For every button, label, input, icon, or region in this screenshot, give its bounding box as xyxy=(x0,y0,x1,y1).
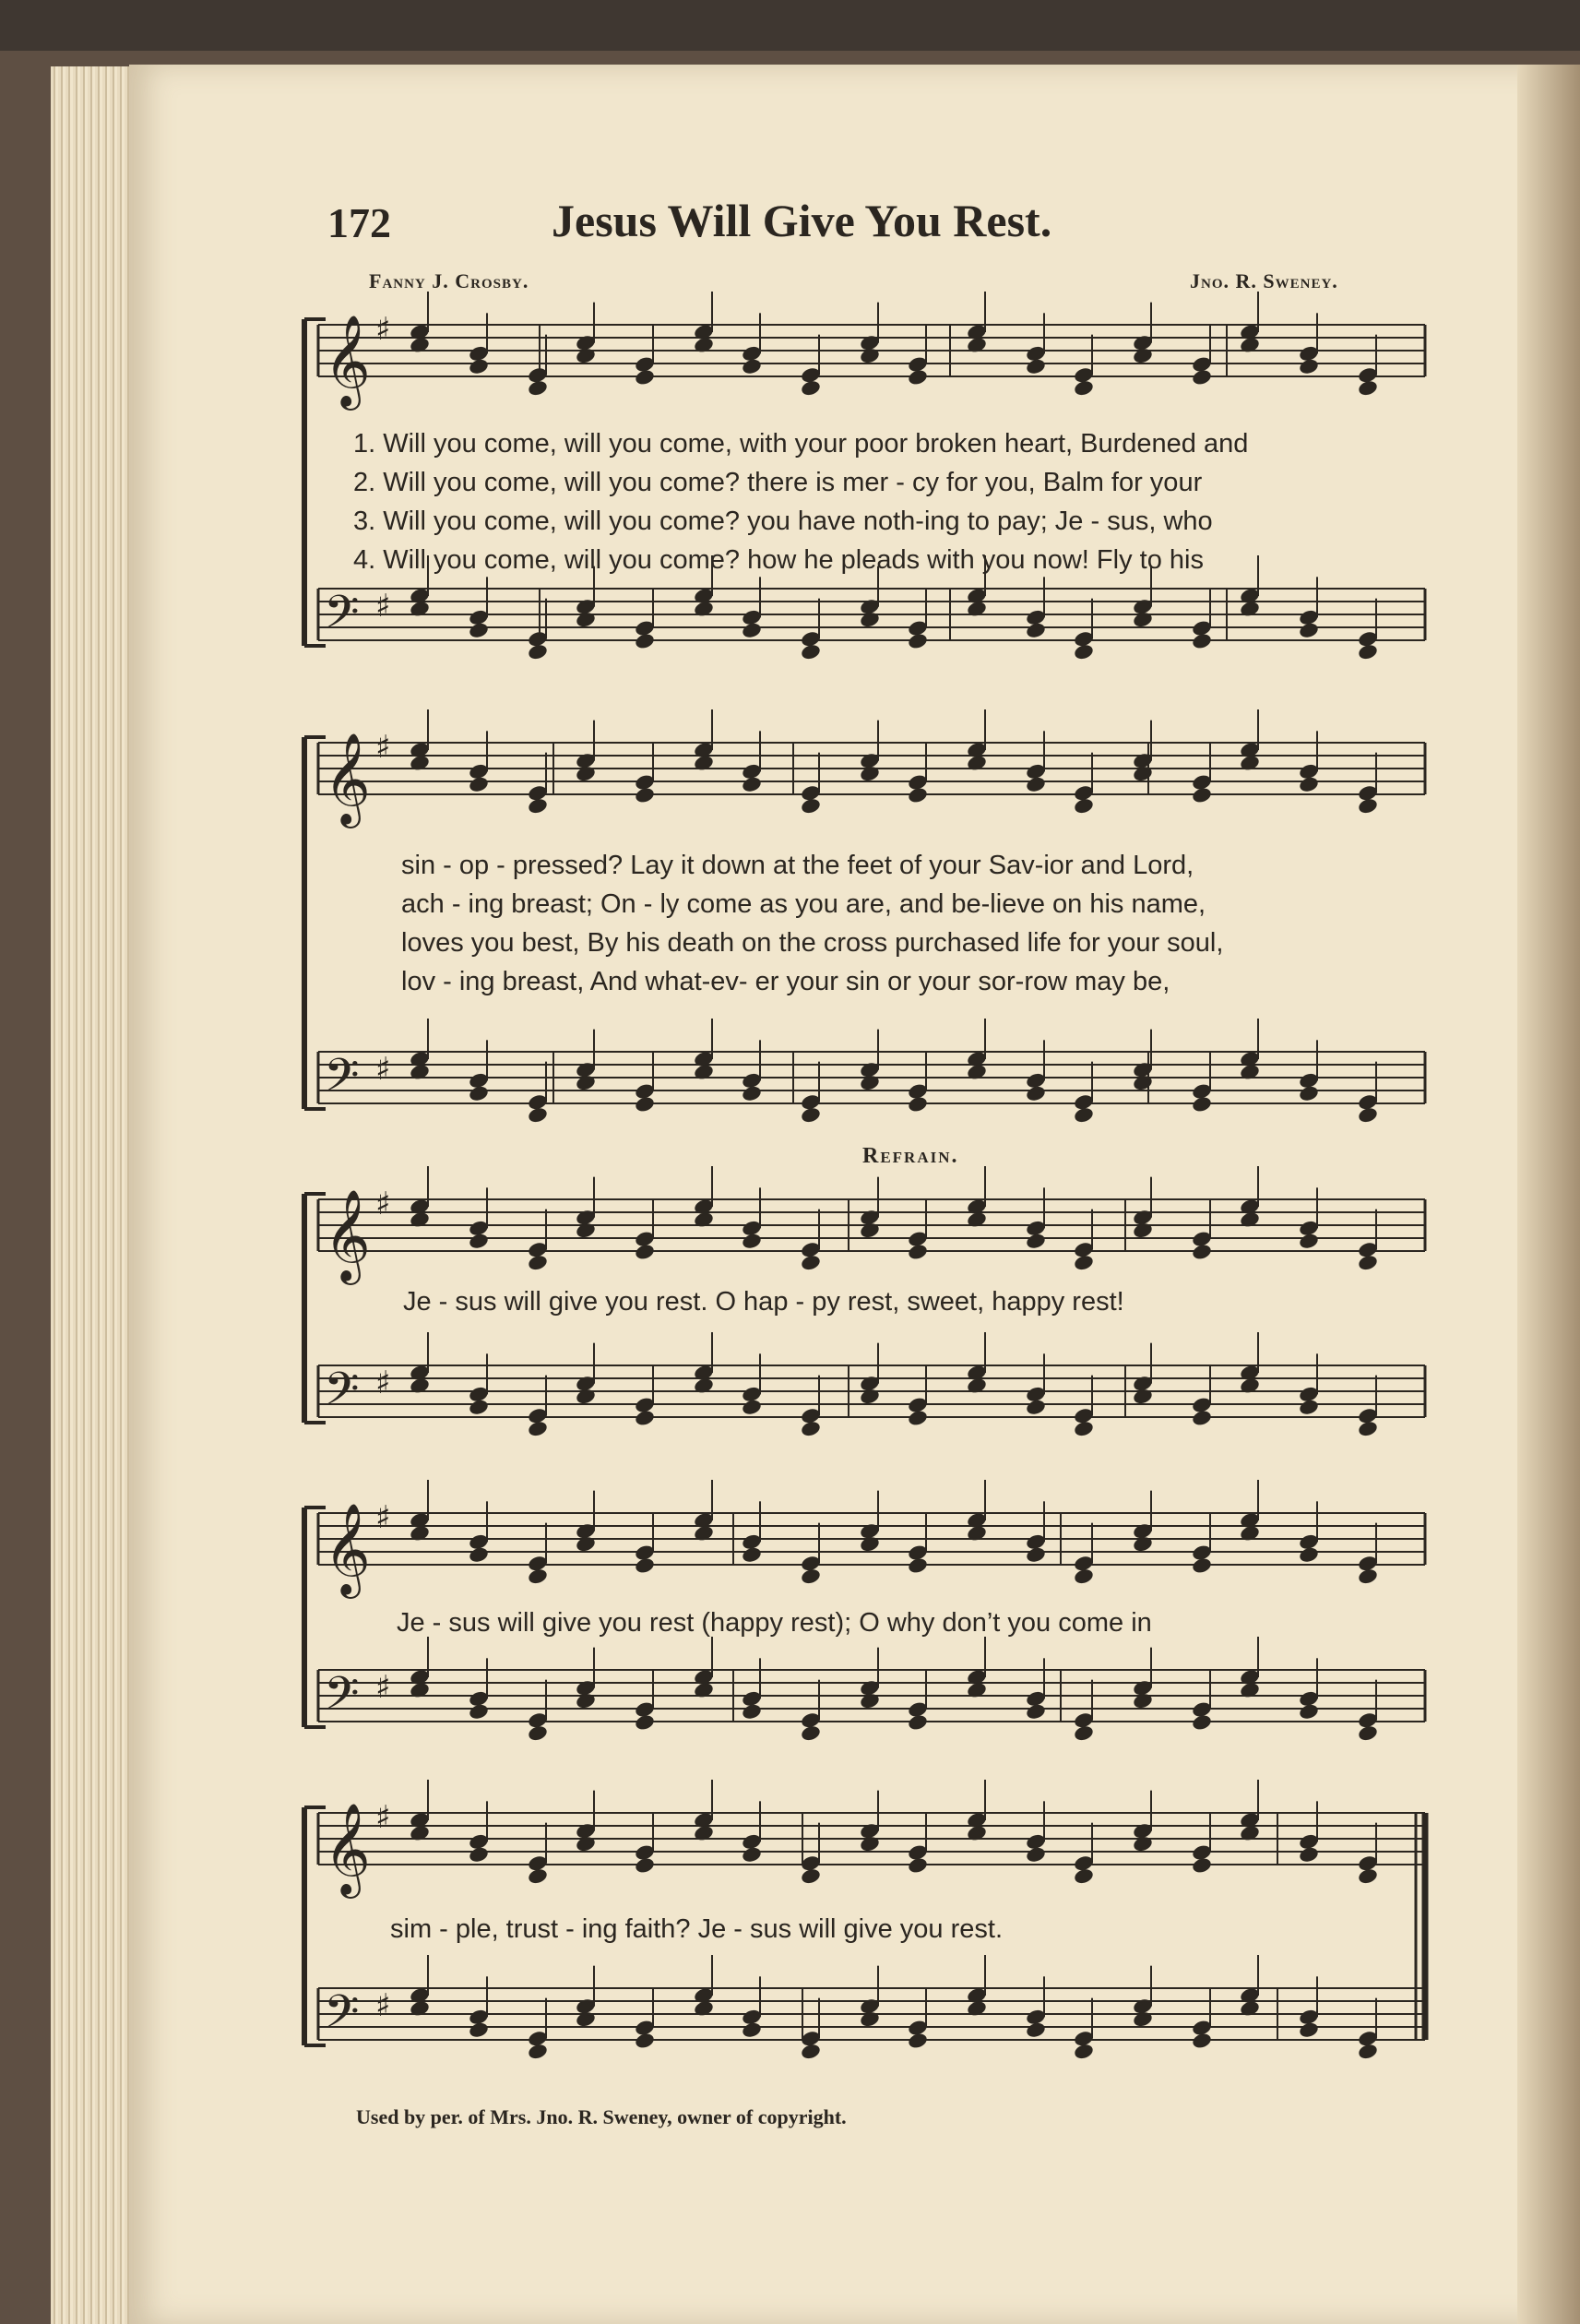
bass-clef-icon: 𝄢 xyxy=(324,586,360,650)
note-head xyxy=(575,1074,597,1092)
treble-clef-icon: 𝄞 xyxy=(324,1803,371,1895)
note-head xyxy=(1132,347,1154,365)
note-head xyxy=(907,2032,929,2050)
note-head xyxy=(634,786,656,804)
lyric-verse2-line2: ach - ing breast; On - ly come as you are, and be-lieve on his name, xyxy=(401,889,1206,919)
sharp-icon: ♯ xyxy=(375,1669,391,1706)
sharp-icon: ♯ xyxy=(375,1186,391,1222)
note-head xyxy=(859,1222,881,1240)
note-head xyxy=(1191,1095,1213,1114)
note-head xyxy=(1298,775,1320,793)
lyric-verse1-line2: sin - op - pressed? Lay it down at the feet of your Sav-ior and Lord, xyxy=(401,851,1194,880)
note-head xyxy=(575,1692,597,1710)
note-head xyxy=(527,1420,549,1438)
lyricist-credit: Fanny J. Crosby. xyxy=(369,269,529,292)
note-head xyxy=(527,1867,549,1886)
note-head xyxy=(859,1074,881,1092)
composer-credit: Jno. R. Sweney. xyxy=(1190,269,1338,292)
note-head xyxy=(1073,1254,1095,1272)
note-head xyxy=(634,1856,656,1875)
note-head xyxy=(1191,368,1213,387)
note-head xyxy=(741,1545,763,1564)
note-head xyxy=(468,1845,490,1864)
sharp-icon: ♯ xyxy=(375,1365,391,1401)
note-head xyxy=(634,1243,656,1261)
note-head xyxy=(634,632,656,650)
note-head xyxy=(1025,1232,1047,1250)
sharp-icon: ♯ xyxy=(375,1799,391,1836)
note-head xyxy=(741,2020,763,2039)
note-head xyxy=(1132,1074,1154,1092)
note-head xyxy=(1025,775,1047,793)
note-head xyxy=(907,1243,929,1261)
note-head xyxy=(1073,1867,1095,1886)
lyric-verse3-line2: loves you best, By his death on the cross purchased life for your soul, xyxy=(401,928,1224,958)
note-head xyxy=(468,1232,490,1250)
note-head xyxy=(1132,611,1154,629)
note-head xyxy=(468,1084,490,1102)
note-head xyxy=(1298,1398,1320,1416)
lyric-verse3-line1: 3. Will you come, will you come? you have noth-ing to pay; Je - sus, who xyxy=(353,507,1213,536)
note-head xyxy=(1025,1845,1047,1864)
note-head xyxy=(1298,621,1320,639)
note-head xyxy=(1357,2043,1379,2061)
treble-clef-icon: 𝄞 xyxy=(324,733,371,825)
hymn-title: Jesus Will Give You Rest. xyxy=(552,195,1052,246)
note-head xyxy=(1073,379,1095,398)
lyric-refrain-line3: sim - ple, trust - ing faith? Je - sus will give you rest. xyxy=(390,1914,1003,1944)
note-head xyxy=(1298,1232,1320,1250)
note-head xyxy=(907,632,929,650)
note-head xyxy=(907,1713,929,1732)
note-head xyxy=(1132,2010,1154,2029)
lyric-verse1-line1: 1. Will you come, will you come, with your poor broken heart, Burdened and xyxy=(353,429,1249,459)
note-head xyxy=(859,1692,881,1710)
note-head xyxy=(859,1835,881,1853)
note-head xyxy=(800,643,822,661)
note-head xyxy=(859,347,881,365)
note-head xyxy=(575,765,597,783)
note-head xyxy=(468,1398,490,1416)
note-head xyxy=(468,357,490,375)
note-head xyxy=(800,379,822,398)
note-head xyxy=(859,1535,881,1554)
note-head xyxy=(741,1398,763,1416)
note-head xyxy=(800,1420,822,1438)
bass-clef-icon: 𝄢 xyxy=(324,1049,360,1114)
note-head xyxy=(1357,1867,1379,1886)
note-head xyxy=(634,1556,656,1575)
copyright-footer: Used by per. of Mrs. Jno. R. Sweney, owner of copyright. xyxy=(356,2105,847,2128)
treble-clef-icon: 𝄞 xyxy=(324,1503,371,1595)
note-head xyxy=(1191,1409,1213,1427)
note-head xyxy=(468,1545,490,1564)
lyric-verse4-line1: 4. Will you come, will you come? how he pleads with you now! Fly to his xyxy=(353,545,1204,575)
note-head xyxy=(527,379,549,398)
note-head xyxy=(859,1388,881,1406)
note-head xyxy=(800,2043,822,2061)
note-head xyxy=(527,797,549,816)
hymn-number: 172 xyxy=(327,199,391,246)
note-head xyxy=(527,643,549,661)
note-head xyxy=(575,2010,597,2029)
note-head xyxy=(1132,1835,1154,1853)
note-head xyxy=(575,347,597,365)
note-head xyxy=(1025,1398,1047,1416)
note-head xyxy=(1132,1388,1154,1406)
note-head xyxy=(634,1095,656,1114)
refrain-label: Refrain. xyxy=(862,1144,959,1168)
note-head xyxy=(1298,2020,1320,2039)
note-head xyxy=(1025,2020,1047,2039)
lyric-refrain-line1: Je - sus will give you rest. O hap - py rest, sweet, happy rest! xyxy=(403,1287,1124,1317)
note-head xyxy=(1191,1243,1213,1261)
lyric-verse4-line2: lov - ing breast, And what-ev- er your sin or your sor-row may be, xyxy=(401,967,1170,996)
sharp-icon: ♯ xyxy=(375,1051,391,1088)
sharp-icon: ♯ xyxy=(375,1499,391,1536)
note-head xyxy=(800,797,822,816)
note-head xyxy=(1191,786,1213,804)
note-head xyxy=(1191,632,1213,650)
lyric-refrain-line2: Je - sus will give you rest (happy rest); O why don’t you come in xyxy=(397,1608,1152,1638)
note-head xyxy=(1025,357,1047,375)
note-head xyxy=(527,1106,549,1125)
note-head xyxy=(1025,1545,1047,1564)
note-head xyxy=(1357,1254,1379,1272)
note-head xyxy=(859,765,881,783)
note-head xyxy=(859,2010,881,2029)
note-head xyxy=(741,1845,763,1864)
note-head xyxy=(800,1106,822,1125)
note-head xyxy=(800,1567,822,1586)
note-head xyxy=(741,1084,763,1102)
note-head xyxy=(1073,2043,1095,2061)
note-head xyxy=(1073,797,1095,816)
note-head xyxy=(1357,797,1379,816)
note-head xyxy=(1073,1420,1095,1438)
note-head xyxy=(800,1724,822,1743)
note-head xyxy=(800,1867,822,1886)
note-head xyxy=(1191,1856,1213,1875)
note-head xyxy=(1357,643,1379,661)
note-head xyxy=(907,786,929,804)
note-head xyxy=(1191,1556,1213,1575)
note-head xyxy=(741,1702,763,1721)
note-head xyxy=(1357,1106,1379,1125)
treble-clef-icon: 𝄞 xyxy=(324,315,371,407)
note-head xyxy=(1073,643,1095,661)
note-head xyxy=(1132,1535,1154,1554)
note-head xyxy=(527,1567,549,1586)
note-head xyxy=(575,1535,597,1554)
bass-clef-icon: 𝄢 xyxy=(324,1667,360,1732)
note-head xyxy=(527,2043,549,2061)
note-head xyxy=(1357,1420,1379,1438)
sharp-icon: ♯ xyxy=(375,588,391,625)
note-head xyxy=(907,368,929,387)
note-head xyxy=(468,775,490,793)
bass-clef-icon: 𝄢 xyxy=(324,1363,360,1427)
sharp-icon: ♯ xyxy=(375,729,391,766)
note-head xyxy=(468,621,490,639)
note-head xyxy=(1298,1845,1320,1864)
treble-clef-icon: 𝄞 xyxy=(324,1189,371,1281)
note-head xyxy=(1025,1702,1047,1721)
note-head xyxy=(1025,621,1047,639)
note-head xyxy=(1073,1567,1095,1586)
note-head xyxy=(1191,2032,1213,2050)
sharp-icon: ♯ xyxy=(375,311,391,348)
note-head xyxy=(1132,1692,1154,1710)
note-head xyxy=(741,621,763,639)
note-head xyxy=(907,1856,929,1875)
note-head xyxy=(1191,1713,1213,1732)
note-head xyxy=(634,368,656,387)
note-head xyxy=(634,2032,656,2050)
sharp-icon: ♯ xyxy=(375,1987,391,2024)
note-head xyxy=(575,1222,597,1240)
note-head xyxy=(1073,1106,1095,1125)
note-head xyxy=(1025,1084,1047,1102)
note-head xyxy=(1357,1567,1379,1586)
note-head xyxy=(468,2020,490,2039)
note-head xyxy=(527,1254,549,1272)
note-head xyxy=(907,1556,929,1575)
note-head xyxy=(575,1835,597,1853)
note-head xyxy=(907,1095,929,1114)
note-head xyxy=(1298,1702,1320,1721)
note-head xyxy=(634,1409,656,1427)
note-head xyxy=(741,775,763,793)
note-head xyxy=(1357,1724,1379,1743)
note-head xyxy=(907,1409,929,1427)
note-head xyxy=(468,1702,490,1721)
note-head xyxy=(1298,357,1320,375)
note-head xyxy=(1073,1724,1095,1743)
note-head xyxy=(1132,765,1154,783)
note-head xyxy=(527,1724,549,1743)
note-head xyxy=(575,611,597,629)
note-head xyxy=(1298,1084,1320,1102)
note-head xyxy=(859,611,881,629)
bass-clef-icon: 𝄢 xyxy=(324,1985,360,2050)
note-head xyxy=(741,1232,763,1250)
note-head xyxy=(800,1254,822,1272)
note-head xyxy=(741,357,763,375)
note-head xyxy=(575,1388,597,1406)
note-head xyxy=(1132,1222,1154,1240)
note-head xyxy=(1357,379,1379,398)
note-head xyxy=(634,1713,656,1732)
lyric-verse2-line1: 2. Will you come, will you come? there is mer - cy for you, Balm for your xyxy=(353,468,1203,497)
note-head xyxy=(1298,1545,1320,1564)
